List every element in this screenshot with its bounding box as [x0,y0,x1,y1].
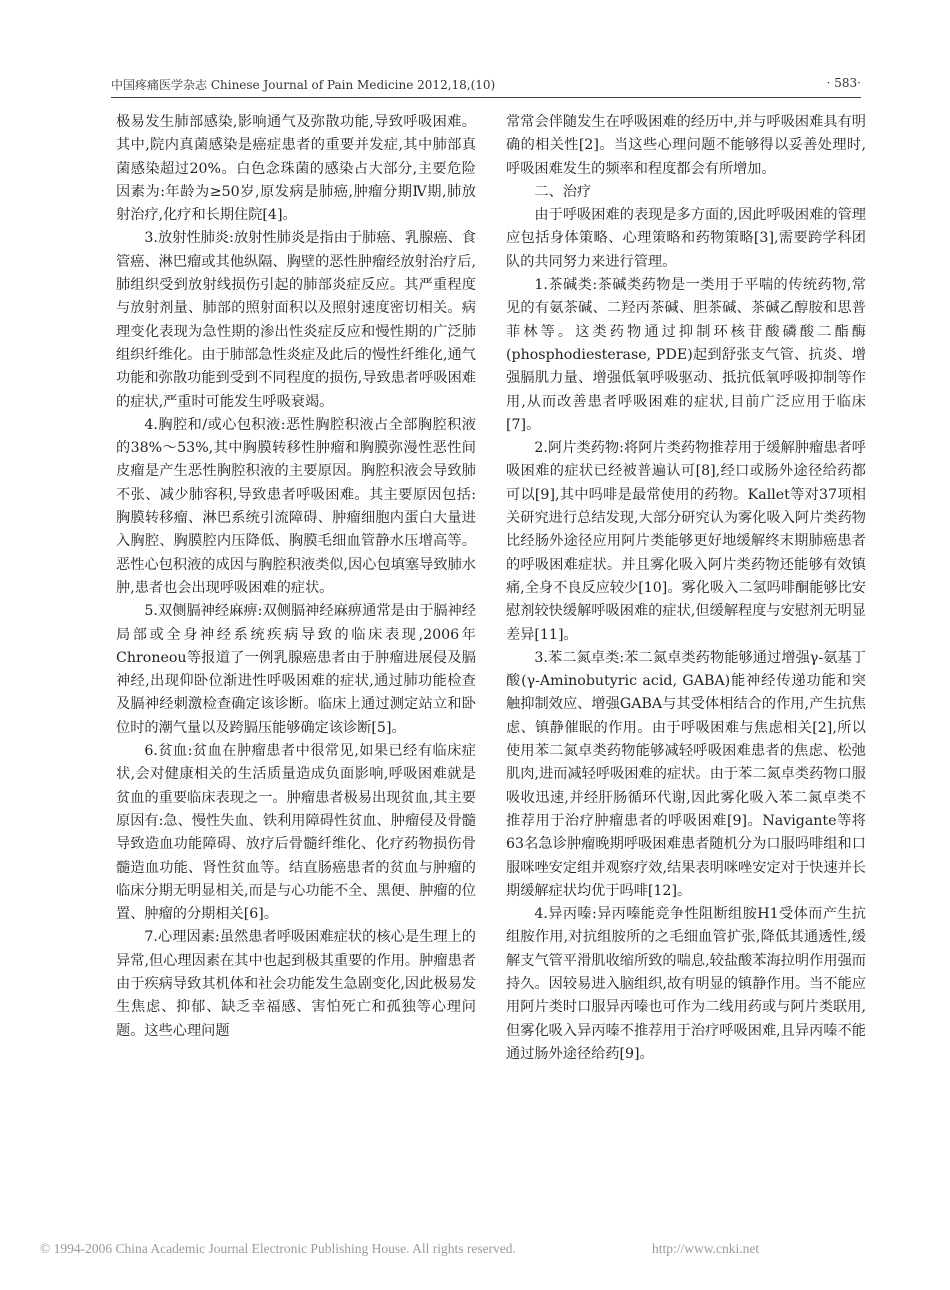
paragraph-psychological: 7.心理因素:虽然患者呼吸困难症状的核心是生理上的异常,但心理因素在其中也起到极其重要的作用。肿瘤患者由于疾病导致其机体和社会功能发生急剧变化,因此极易发生焦虑、抑郁、缺乏幸福感、害怕死亡和孤独等心理问题。这些心理问题 [116,929,476,1039]
paragraph-infection-continued: 极易发生肺部感染,影响通气及弥散功能,导致呼吸困难。其中,院内真菌感染是癌症患者的重要并发症,其中肺部真菌感染超过20%。白色念珠菌的感染占大部分,主要危险因素为:年龄为≥50岁,原发病是肺癌,肿瘤分期Ⅳ期,肺放射治疗,化疗和长期住院[4]。 [116,114,476,224]
header-rule [111,97,861,98]
paragraph-benzodiazepines: 3.苯二氮卓类:苯二氮卓类药物能够通过增强γ-氨基丁酸(γ-Aminobutyric acid, GABA)能神经传递功能和突触抑制效应、增强GABA与其受体相结合的作用,产生抗焦虑、镇静催眠的作用。由于呼吸困难与焦虑相关[2],所以使用苯二氮卓类药物能够减轻呼吸困难患者的焦虑、松弛肌肉,进而减轻呼吸困难的症状。由于苯二氮卓类药物口服吸收迅速,并经肝肠循环代谢,因此雾化吸入苯二氮卓类不推荐用于治疗肿瘤患者的呼吸困难[9]。Navigante等将63名急诊肿瘤晚期呼吸困难患者随机分为口服吗啡组和口服咪唑安定组并观察疗效,结果表明咪唑安定对于快速并长期缓解症状均优于吗啡[12]。 [506,649,866,899]
paragraph-anemia: 6.贫血:贫血在肿瘤患者中很常见,如果已经有临床症状,会对健康相关的生活质量造成负面影响,呼吸困难就是贫血的重要临床表现之一。肿瘤患者极易出现贫血,其主要原因有:急、慢性失血、铁利用障碍性贫血、肿瘤侵及骨髓导致造血功能障碍、放疗后骨髓纤维化、化疗药物损伤骨髓造血功能、肾性贫血等。结直肠癌患者的贫血与肿瘤的临床分期无明显相关,而是与心功能不全、黑便、肿瘤的位置、肿瘤的分期相关[6]。 [116,743,476,923]
paragraph-promethazine: 4.异丙嗪:异丙嗪能竞争性阻断组胺H1受体而产生抗组胺作用,对抗组胺所的之毛细血管扩张,降低其通透性,缓解支气管平滑肌收缩所致的喘息,较盐酸苯海拉明作用强而持久。因较易进入脑组织,故有明显的镇静作用。当不能应用阿片类时口服异丙嗪也可作为二线用药或与阿片类联用,但雾化吸入异丙嗪不推荐用于治疗呼吸困难,且异丙嗪不能通过肠外途径给药[9]。 [506,906,866,1062]
paragraph-psychological-continued: 常常会伴随发生在呼吸困难的经历中,并与呼吸困难具有明确的相关性[2]。当这些心理问题不能够得以妥善处理时,呼吸困难发生的频率和程度都会有所增加。 [506,114,866,177]
website-link[interactable]: http://www.cnki.net [652,1241,760,1256]
paragraph-opioids: 2.阿片类药物:将阿片类药物推荐用于缓解肿瘤患者呼吸困难的症状已经被普遍认可[8],经口或肠外途径给药都可以[9],其中吗啡是最常使用的药物。Kallet等对37项相关研究进行总结发现,大部分研究认为雾化吸入阿片类药物比经肠外途径应用阿片类能够更好地缓解终末期肺癌患者的呼吸困难症状。并且雾化吸入阿片类药物还能够有效镇痛,全身不良反应较少[10]。雾化吸入二氢吗啡酮能够比安慰剂较快缓解呼吸困难的症状,但缓解程度与安慰剂无明显差异[11]。 [506,440,866,643]
journal-title: 中国疼痛医学杂志 Chinese Journal of Pain Medicine 2012,18,(10) [111,78,496,92]
paragraph-radiation-pneumonitis: 3.放射性肺炎:放射性肺炎是指由于肺癌、乳腺癌、食管癌、淋巴瘤或其他纵隔、胸壁的恶性肿瘤经放射治疗后,肺组织受到放射线损伤引起的肺部炎症反应。其严重程度与放射剂量、肺部的照射面积以及照射速度密切相关。病理变化表现为急性期的渗出性炎症反应和慢性期的广泛肺组织纤维化。由于肺部急性炎症及此后的慢性纤维化,通气功能和弥散功能到受到不同程度的损伤,导致患者呼吸困难的症状,严重时可能发生呼吸衰竭。 [116,230,476,410]
running-header [111,76,861,96]
left-column [116,111,476,1043]
section-heading-treatment: 二、治疗 [534,183,592,200]
page-number: · 583· [826,76,861,90]
paragraph-phrenic-paralysis: 5.双侧膈神经麻痹:双侧膈神经麻痹通常是由于膈神经局部或全身神经系统疾病导致的临床表现,2006年Chroneou等报道了一例乳腺癌患者由于肿瘤进展侵及膈神经,出现仰卧位渐进性呼吸困难的症状,通过肺功能检查及膈神经刺激检查确定该诊断。临床上通过测定站立和卧位时的潮气量以及跨膈压能够确定该诊断[5]。 [116,603,476,736]
paragraph-theophylline: 1.茶碱类:茶碱类药物是一类用于平喘的传统药物,常见的有氨茶碱、二羟丙茶碱、胆茶碱、茶碱乙醇胺和思普菲林等。这类药物通过抑制环核苷酸磷酸二酯酶(phosphodiesterase, PDE)起到舒张支气管、抗炎、增强膈肌力量、增强低氧呼吸驱动、抵抗低氧呼吸抑制等作用,从而改善患者呼吸困难的症状,目前广泛应用于临床[7]。 [506,277,866,433]
paragraph-treatment-intro: 由于呼吸困难的表现是多方面的,因此呼吸困难的管理应包括身体策略、心理策略和药物策略[3],需要跨学科团队的共同努力来进行管理。 [506,207,866,270]
footer [0,1241,950,1263]
paragraph-effusion: 4.胸腔和/或心包积液:恶性胸腔积液占全部胸腔积液的38%～53%,其中胸膜转移性肿瘤和胸膜弥漫性恶性间皮瘤是产生恶性胸腔积液的主要原因。胸腔积液会导致肺不张、减少肺容积,导致患者呼吸困难。其主要原因包括:胸膜转移瘤、淋巴系统引流障碍、肿瘤细胞内蛋白大量进入胸腔、胸膜腔内压降低、胸膜毛细血管静水压增高等。恶性心包积液的成因与胸腔积液类似,因心包填塞导致肺水肿,患者也会出现呼吸困难的症状。 [116,416,476,596]
copyright-notice: © 1994-2006 China Academic Journal Electronic Publishing House. All rights reserved. [40,1241,516,1256]
right-column [506,111,866,1066]
